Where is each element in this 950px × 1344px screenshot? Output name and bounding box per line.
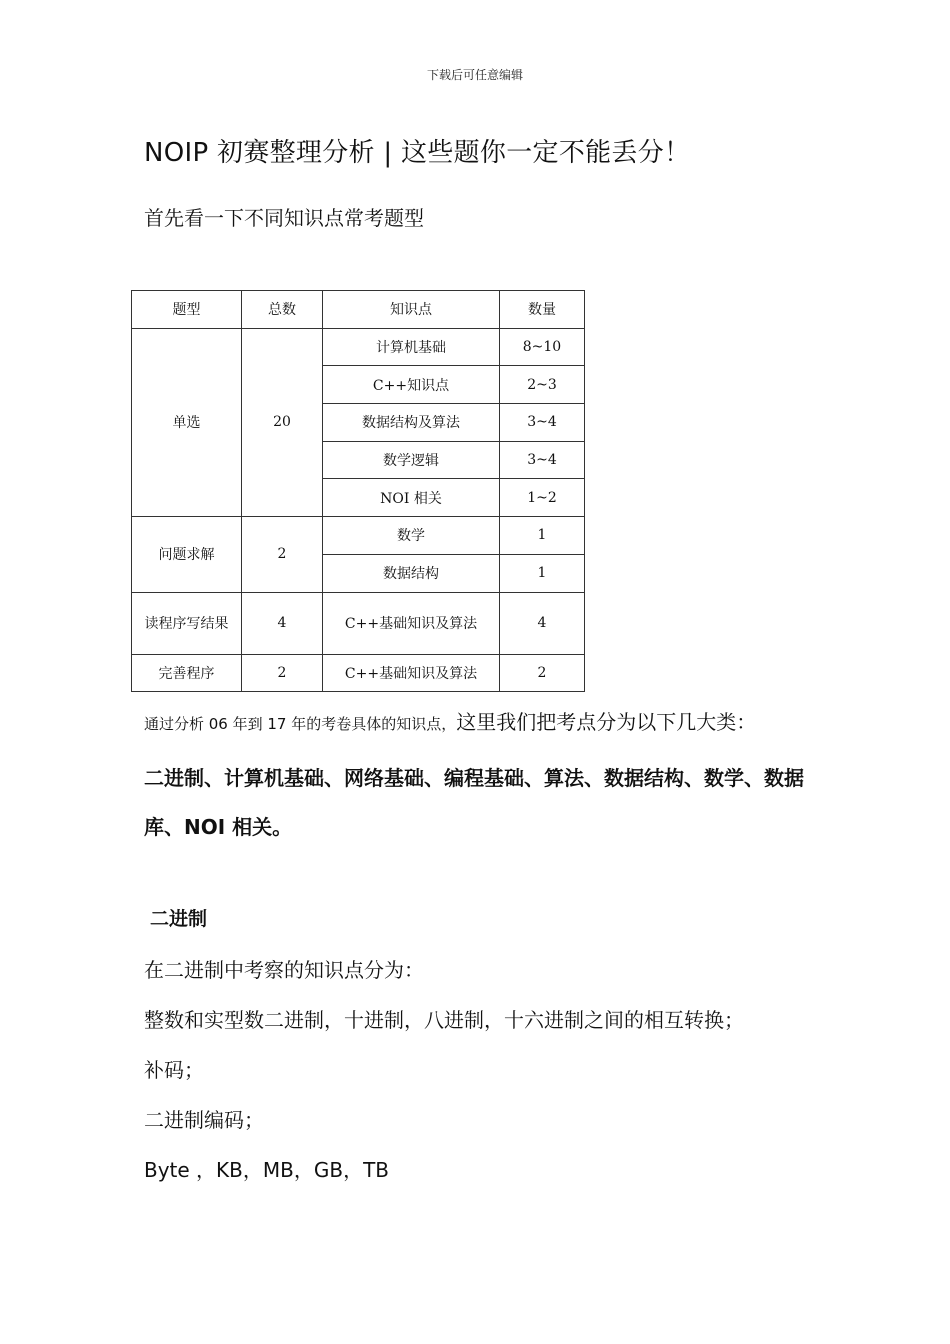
total-cell: 2 (242, 654, 323, 692)
topic-cell: 计算机基础 (323, 328, 500, 366)
type-cell: 单选 (132, 328, 242, 516)
count-cell: 2 (500, 654, 585, 692)
topic-cell: C++基础知识及算法 (323, 654, 500, 692)
type-cell: 问题求解 (132, 517, 242, 592)
topic-cell: C++基础知识及算法 (323, 592, 500, 654)
count-cell: 1 (500, 554, 585, 592)
count-cell: 4 (500, 592, 585, 654)
table-header-row (132, 291, 585, 329)
total-cell: 20 (242, 328, 323, 516)
section-line: 补码； (144, 1058, 204, 1082)
category-list: 二进制、计算机基础、网络基础、编程基础、算法、数据结构、数学、数据库、NOI 相关。 (144, 766, 804, 839)
total-cell: 2 (242, 517, 323, 592)
header-cell-topic: 知识点 (323, 291, 500, 329)
header-cell-count: 数量 (500, 291, 585, 329)
section-line: Byte ，KB，MB，GB，TB (144, 1158, 390, 1182)
topic-cell: C++知识点 (323, 366, 500, 404)
header-note: 下载后可任意编辑 (426, 68, 523, 82)
document-subtitle: 首先看一下不同知识点常考题型 (144, 206, 424, 230)
table-row (132, 654, 585, 692)
topic-cell: 数据结构 (323, 554, 500, 592)
count-cell: 2~3 (500, 366, 585, 404)
topic-cell: 数据结构及算法 (323, 404, 500, 442)
section-heading-binary: 二进制 (150, 908, 208, 930)
topic-cell: 数学逻辑 (323, 441, 500, 479)
knowledge-point-table (131, 290, 585, 692)
count-cell: 1~2 (500, 479, 585, 517)
count-cell: 3~4 (500, 404, 585, 442)
topic-cell: 数学 (323, 517, 500, 555)
type-cell: 完善程序 (132, 654, 242, 692)
intro-paragraph (144, 706, 756, 735)
header-cell-type: 题型 (132, 291, 242, 329)
count-cell: 3~4 (500, 441, 585, 479)
document-title: NOIP 初赛整理分析 | 这些题你一定不能丢分！ (144, 138, 691, 168)
table-row (132, 517, 585, 555)
intro-part-2: 这里我们把考点分为以下几大类： (456, 710, 757, 734)
section-line: 在二进制中考察的知识点分为： (144, 958, 424, 982)
total-cell: 4 (242, 592, 323, 654)
count-cell: 8~10 (500, 328, 585, 366)
intro-part-1: 通过分析 06 年到 17 年的考卷具体的知识点， (144, 715, 457, 733)
section-line: 整数和实型数二进制，十进制，八进制，十六进制之间的相互转换； (144, 1008, 744, 1032)
table-row (132, 592, 585, 654)
count-cell: 1 (500, 517, 585, 555)
section-line: 二进制编码； (144, 1108, 264, 1132)
type-cell: 读程序写结果 (132, 592, 242, 654)
table-row (132, 328, 585, 366)
topic-cell: NOI 相关 (323, 479, 500, 517)
header-cell-total: 总数 (242, 291, 323, 329)
